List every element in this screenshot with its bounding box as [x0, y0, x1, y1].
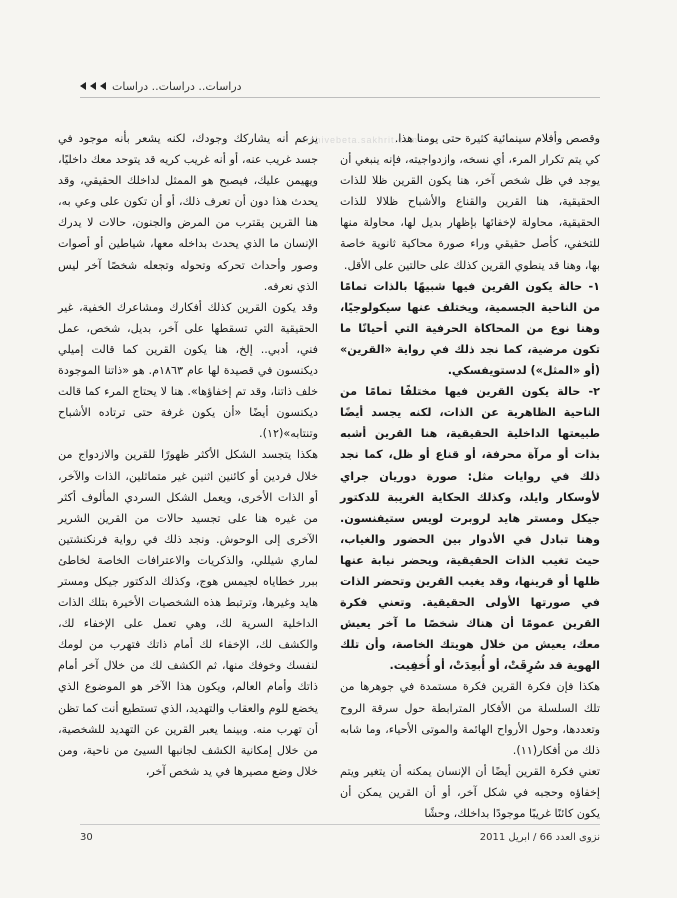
watermark: archivebeta.sakhrit.com: [300, 135, 419, 145]
paragraph-case-one: ١- حالة يكون القرين فيها شبيهًا بالذات تمامًا من الناحية الجسمية، ويختلف عنها سيكولوجيًا، وهنا نوع من المحاكاة الحرفية التي أحيانًا ما تكون مرضية، كما نجد ذلك في رواية «القرين» (أو «المثل») لدستويفسكي.: [340, 279, 600, 378]
header-arrows: [80, 82, 106, 90]
paragraph: وقد يكون القرين كذلك أفكارك ومشاعرك الخفية، غير الحقيقية التي تسقطها على آخر، بديل، شخص، عمل فني، أدبي.. إلخ، هنا يكون القرين كما قالت إميلي ديكنسون في قصيدة لها عام ١٨٦٣م. هو «ذاتنا الموجودة خلف ذاتنا، وقد تم إخفاؤها». هنا لا يحتاج المرء كما قالت ديكنسون أيضًا «أن يكون غرفة حتى ترتاده الأشباح وتنتابه»(١٢).: [58, 300, 318, 441]
paragraph-case-two: ٢- حالة يكون القرين فيها مختلفًا تمامًا من الناحية الظاهرية عن الذات، لكنه يجسد أيضًا طبيعتها الداخلية الحقيقية، هنا القرين أشبه بذات أو مرآة محرفة، أو قناع أو ظل، كما نجد ذلك في روايات مثل: صورة دوريان جراي لأوسكار وايلد، وكذلك الحكاية الغريبة للدكتور جيكل ومستر هايد لروبرت لويس ستيفنسون. وهنا تبادل في الأدوار بين الحضور والغياب، حيث تغيب الذات الحقيقية، ويحضر نيابة عنها ظلها أو قرينها، وقد يغيب القرين وتحضر الذات في صورتها الأولى الحقيقية. وتعني فكرة القرين عمومًا أن هناك شخصًا ما آخر يعيش معك، يعيش من خلال هويتك الخاصة، وأن تلك الهوية قد سُرِقَتْ، أو أُبعِدَتْ، أو أُخفِيت.: [340, 385, 600, 673]
page-footer: [80, 828, 600, 846]
paragraph: تعني فكرة القرين أيضًا أن الإنسان يمكنه أن يتغير ويتم إخفاؤه وحجبه في شكل آخر، أو أن القرين يمكن أن يكون كائنًا غريبًا موجودًا بداخلك، وحشًا: [340, 764, 600, 820]
page-header: [80, 76, 600, 96]
left-column: [58, 128, 318, 782]
paragraph: هكذا فإن فكرة القرين فكرة مستمدة في جوهرها من تلك السلسلة من الأفكار المترابطة حول سرقة الروح وتعددها، وحول الأرواح الهائمة والموتى الأحياء، وما شابه ذلك من أفكار(١١).: [340, 680, 600, 757]
page-number: 30: [80, 831, 93, 843]
right-column: [340, 128, 600, 824]
header-divider: [80, 97, 600, 98]
paragraph: وقصص وأفلام سينمائية كثيرة حتى يومنا هذا.: [394, 132, 600, 145]
arrow-left-icon: [100, 82, 106, 90]
section-label: دراسات.. دراسات.. دراسات: [112, 79, 242, 93]
arrow-left-icon: [90, 82, 96, 90]
issue-label: نزوى العدد 66 / ابريل 2011: [479, 831, 600, 843]
arrow-left-icon: [80, 82, 86, 90]
paragraph: هكذا يتجسد الشكل الأكثر ظهورًا للقرين والازدواج من خلال فردين أو كائنين اثنين غير متماثلين، الذات والآخر، أو الذات الأخرى، ويعمل الشكل السردي المألوف أكثر من غيره هنا على تجسيد حالات من القرين الشرير الآخرى إلى الوحوش. ونجد ذلك في رواية فرنكنشتين لماري شيللي، والذكريات والاعترافات الخاصة لخاطئ ببرر خطاياه لجيمس هوج، وكذلك الدكتور جيكل ومستر هايد وغيرها، وترتبط هذه الشخصيات الأخيرة بتلك الذات الداخلية السرية لك، وهي تعمل على الإخفاء لك، والكشف لك، الإخفاء لك أمام ذاتك فتهرب من لومك لنفسك وخوفك منها، ثم الكشف لك من خلال آخر أمام ذاتك وأمام العالم، ويكون هذا الآخر هو الموضوع الذي يخضع للوم والعقاب والتهديد، الذي تستطيع أنت كما تظن أن تهرب منه. وبينما يعبر القرين عن التهديد للشخصية، من خلال إمكانية الكشف لجانبها السيئ من ناحية، ومن خلال وضع مصيرها في يد شخص آخر،: [58, 448, 318, 778]
paragraph: يزعم أنه يشاركك وجودك، لكنه يشعر بأنه موجود في جسد غريب عنه، أو أنه غريب كريه قد يتوحد معك داخليًا، ويهيمن عليك، فيصبح هو الممثل لداخلك الحقيقي، وقد يحدث هذا دون أن تعرف ذلك، أو أن تكون على وعي به، هنا القرين يقترب من المرض والجنون، حالات لا يدرك الإنسان ما الذي يحدث بداخله معها، شياطين أو أصوات وصور وأحداث تحركه وتحوله وتجعله شخصًا آخر ليس الذي نعرفه.: [58, 132, 318, 293]
footer-divider: [80, 824, 600, 825]
paragraph: كي يتم تكرار المرء، أي نسخه، وازدواجيته، فإنه ينبغي أن يوجد في ظل شخص آخر، هنا يكون القرين ظلا للذات الحقيقية، هنا القرين والقناع والأشباح ظلالا للذات الحقيقية، محاولة لإخفائها بإظهار بديل لها، محاولة منها للتخفي، كأصل حقيقي وراء صورة محاكية ثانوية خاصة بها، وهنا قد ينطوي القرين كذلك على حالتين على الأقل.: [340, 153, 600, 272]
